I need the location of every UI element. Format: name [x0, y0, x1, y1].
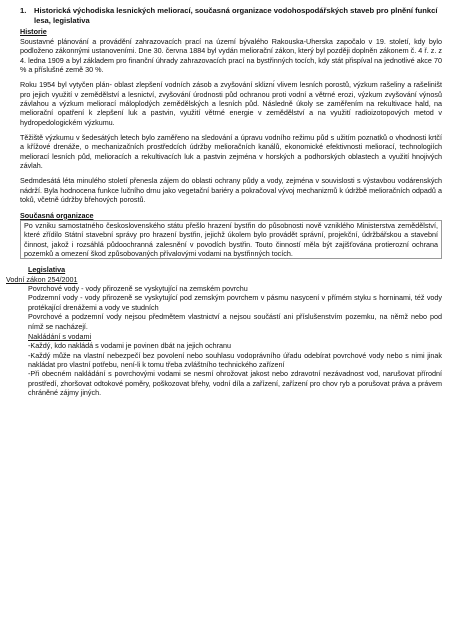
- title-number: 1.: [20, 6, 27, 15]
- legislativa-body: [28, 284, 442, 397]
- legislativa-line-1: Povrchové vody - vody přirozeně se vyskytující na zemském povrchu: [28, 284, 248, 294]
- document-title: [20, 6, 442, 25]
- nakladani-item-1: -Každý, kdo nakládá s vodami je povinen dbát na jejich ochranu: [28, 341, 231, 351]
- heading-organizace: Současná organizace: [20, 210, 94, 220]
- paragraph-historie-3: Těžiště výzkumu v šedesátých letech bylo zaměřeno na sledování a úpravu vodního režimu půd s užitím poznatků o vhodnosti krtčí a křížové drenáže, o mechanizačních prostředcích údržby melioračních kanálů, ekonomické efektivnosti meliorací, technologiích meliorací lesních půd, melioracích a rekultivacích luk a pastvin zejména v horských a podhorských oblastech a využití hnojivých závlah.: [20, 133, 442, 171]
- nakladani-item-3: -Při obecném nakládání s povrchovými vodami se nesmí ohrožovat jakost nebo zdravotní nezávadnost vod, narušovat přírodní prostředí, zhoršovat odtokové poměry, poškozovat břehy, vodní díla a zařízení, zařízení pro chov ryb a porušovat práva a právem chráněné zájmy jiných.: [28, 369, 442, 398]
- legislativa-line-2: Podzemní vody - vody přirozeně se vyskytující pod zemským povrchem v pásmu nasycení v přímém styku s horninami, též vody protékající drenážemi a vody ve studních: [28, 293, 442, 312]
- heading-historie: Historie: [20, 27, 47, 37]
- paragraph-historie-4: Sedmdesátá léta minulého století přenesla zájem do oblasti ochrany půdy a vody, zejména v souvislosti s výstavbou vodárenských nádrží. Byla hodnocena funkce lučního drnu jako vegetační bariéry a pokračoval vývoj mechanizmů k údržbě melioračních odpadů a toků, včetně údržby břehových porostů.: [20, 176, 442, 205]
- heading-legislativa: Legislativa: [28, 265, 66, 275]
- nakladani-item-2: -Každý může na vlastní nebezpečí bez povolení nebo souhlasu vodoprávního úřadu odebírat povrchové vody nebo s nimi jinak nakládat pro vlastní potřebu, není-li k tomu třeba zvláštního technického zařízení: [28, 350, 442, 369]
- law-title: Vodní zákon 254/2001: [6, 274, 78, 284]
- heading-nakladani: Nakládání s vodami: [28, 331, 92, 341]
- paragraph-historie-1: Soustavné plánování a provádění zahrazovacích prací na území bývalého Rakouska-Uherska započalo v 19. století, kdy bylo podloženo zákonnými ustanoveními. Dne 30. června 1884 byl vydán meliorační zákon, který byl později doplněn zákonem č. 4 ř. z. z 4. ledna 1909 a byl základem pro finanční úhrady zahrazovacích prací na bystřinných tocích, kdy stát přispíval na jednotlivé akce 70 % a příslušné země 30 %.: [20, 36, 442, 74]
- legislativa-line-3: Povrchové a podzemní vody nejsou předmětem vlastnictví a nejsou součástí ani příslušenstvím pozemku, na němž nebo pod nímž se nacházejí.: [28, 312, 442, 331]
- title-text: Historická východiska lesnických meliorací, současná organizace vodohospodářských staveb pro plnění funkcí lesa, legislativa: [34, 6, 438, 25]
- paragraph-historie-2: Roku 1954 byl vytyčen plán- oblast zlepšení vodních zásob a zvyšování skliznı́ vlivem lesních porostů, výzkum rašeliny a rašeliništ pro jejich využití v zemědělství a lesnictví, zvyšování úrodnosti půd ochranou proti vodní a větrné erozi, výzkum zvyšování výnosů závlahou a výzkum meliorací máloplodých zemědělských a lesních půd. Následně úkoly se zaměřením na rekultivace hald, na meliorační opatření k zlepšení luk a pastvin, využití větrné energie v zemědělství a na využití radioizotopových metod v hydropedologickém výzkumu.: [20, 80, 442, 127]
- paragraph-organizace: Po vzniku samostatného československého státu přešlo hrazení bystřin do působnosti nově vzniklého Ministerstva zemědělství, které zřídilo Státní stavební správy pro hrazení bystřin, jejichž úkolem bylo provádět správní, projekční, údržbářskou a stavební činnost, jakož i rozsáhlá půdoochranná zalesnění v povodích bystřin. Touto činností měla být zajišťována protierozní ochrana pozemků a omezení škod způsobovaných přívalovými vodami na bystřinných tocích.: [20, 220, 442, 259]
